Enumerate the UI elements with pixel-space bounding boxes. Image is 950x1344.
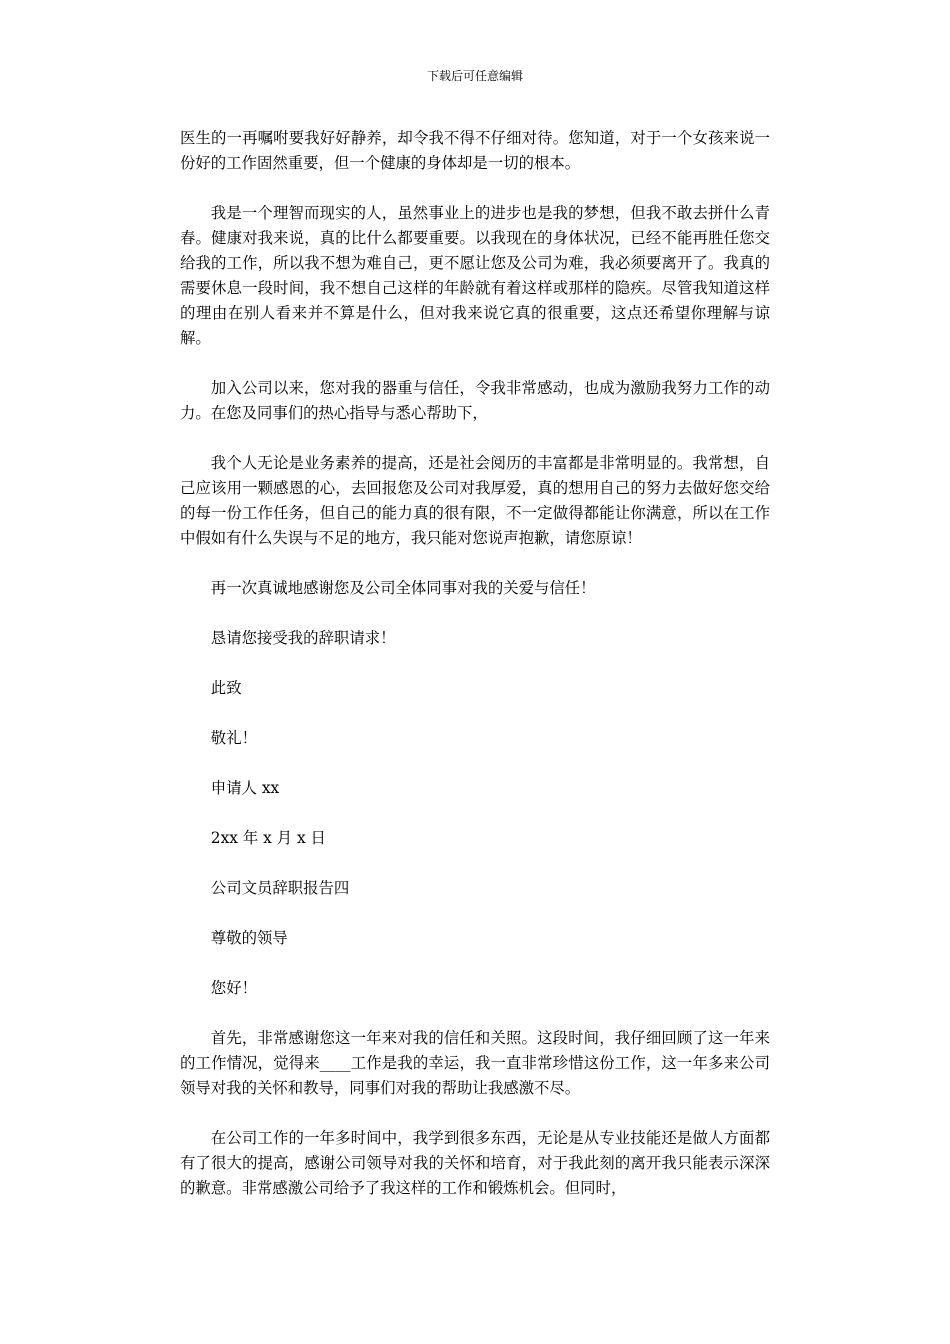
document-body xyxy=(180,126,770,1201)
letter-date: 2xx 年 x 月 x 日 xyxy=(210,829,326,847)
paragraph-request: 恳请您接受我的辞职请求！ xyxy=(210,629,396,647)
section-title: 公司文员辞职报告四 xyxy=(210,879,350,897)
paragraph-growth: 我个人无论是业务素养的提高，还是社会阅历的丰富都是非常明显的。我常想，自己应该用一颗感恩的心，去回报您及公司对我厚爱，真的想用自己的努力去做好您交给的每一份工作任务，但自己的能力真的很有限，不一定做得都能让你满意，所以在工作中假如有什么失误与不足的地方，我只能对您说声抱歉，请您原谅！ xyxy=(180,454,770,547)
greeting-recipient: 尊敬的领导 xyxy=(210,929,288,947)
greeting-hello: 您好！ xyxy=(210,979,257,997)
closing-regards: 敬礼！ xyxy=(210,729,257,747)
closing-salutation: 此致 xyxy=(210,679,242,697)
paragraph-thanks: 再一次真诚地感谢您及公司全体同事对我的关爱与信任！ xyxy=(210,579,596,597)
paragraph-gratitude: 加入公司以来，您对我的器重与信任，令我非常感动，也成为激励我努力工作的动力。在您及同事们的热心指导与悉心帮助下， xyxy=(180,379,770,422)
paragraph-health: 我是一个理智而现实的人，虽然事业上的进步也是我的梦想，但我不敢去拼什么青春。健康对我来说，真的比什么都要重要。以我现在的身体状况，已经不能再胜任您交给我的工作，所以我不想为难自己，更不愿让您及公司为难，我必须要离开了。我真的需要休息一段时间，我不想自己这样的年龄就有着这样或那样的隐疾。尽管我知道这样的理由在别人看来并不算是什么，但对我来说它真的很重要，这点还希望你理解与谅解。 xyxy=(180,204,770,347)
paragraph-first: 首先，非常感谢您这一年来对我的信任和关照。这段时间，我仔细回顾了这一年来的工作情况，觉得来____工作是我的幸运，我一直非常珍惜这份工作，这一年多来公司领导对我的关怀和教导，同事们对我的帮助让我感激不尽。 xyxy=(180,1029,770,1097)
paragraph-continuation: 医生的一再嘱咐要我好好静养，却令我不得不仔细对待。您知道，对于一个女孩来说一份好的工作固然重要，但一个健康的身体却是一切的根本。 xyxy=(180,129,770,172)
applicant-signature: 申请人 xx xyxy=(210,779,280,797)
page-header: 下载后可任意编辑 xyxy=(426,69,523,83)
paragraph-learning: 在公司工作的一年多时间中，我学到很多东西，无论是从专业技能还是做人方面都有了很大的提高，感谢公司领导对我的关怀和培育，对于我此刻的离开我只能表示深深的歉意。非常感激公司给予了我这样的工作和锻炼机会。但同时， xyxy=(180,1129,770,1197)
